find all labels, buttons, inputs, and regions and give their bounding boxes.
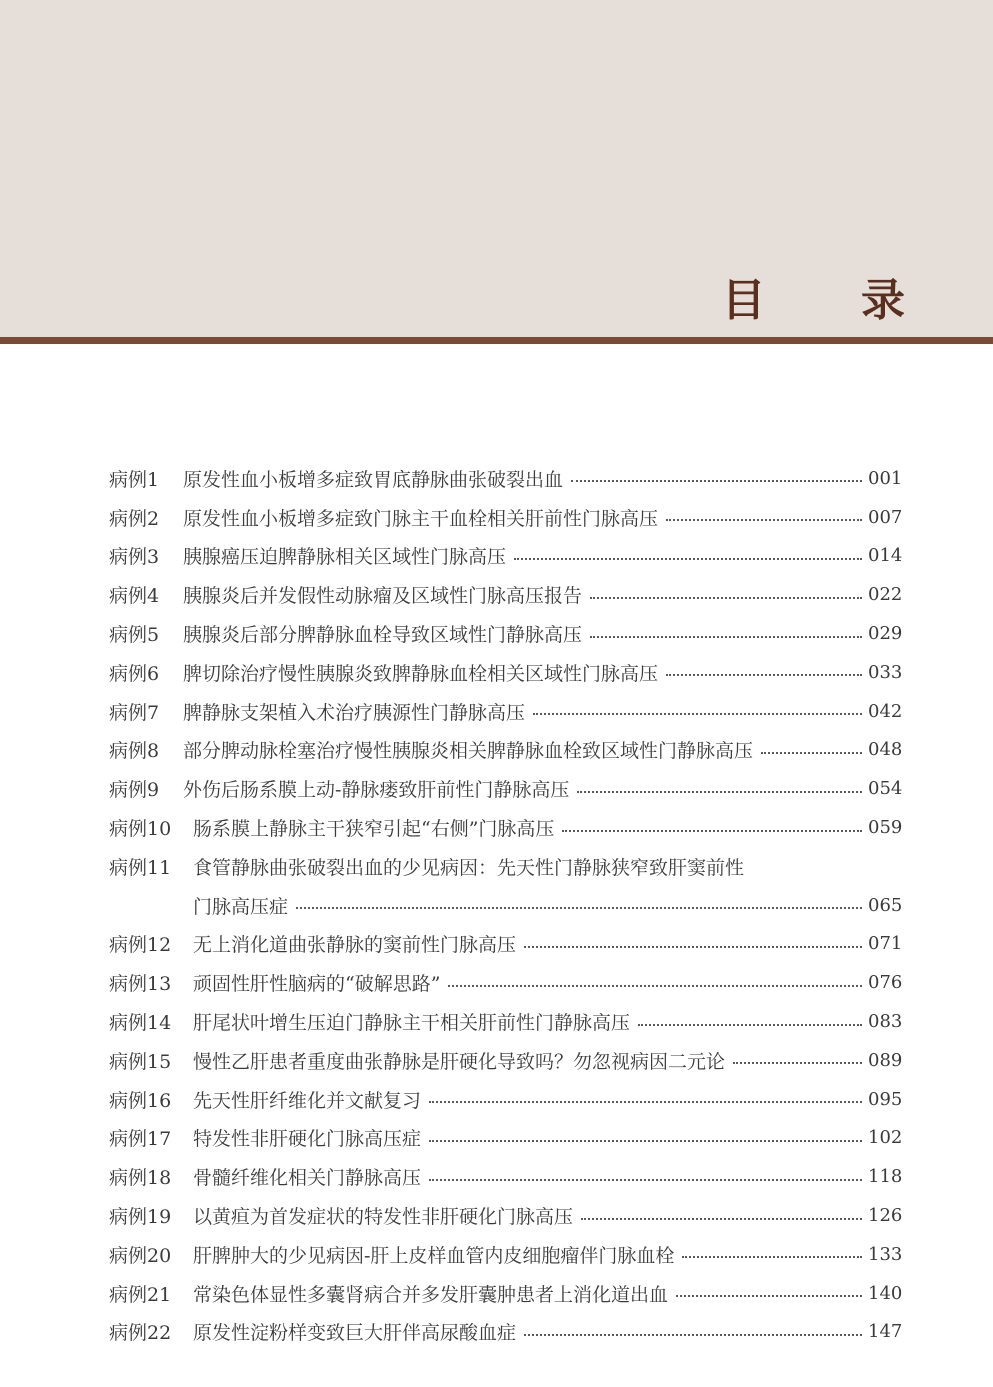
toc-entry-label: 病例15 bbox=[109, 1050, 172, 1073]
toc-entry-label: 病例10 bbox=[109, 818, 172, 841]
toc-entry-label: 病例4 bbox=[109, 585, 160, 608]
toc-entry-page: 083 bbox=[868, 1011, 903, 1033]
toc-entry[interactable] bbox=[109, 963, 901, 1002]
toc-entry[interactable] bbox=[109, 731, 901, 770]
toc-entry[interactable] bbox=[109, 1119, 901, 1158]
dot-leader bbox=[682, 1256, 862, 1258]
toc-entry[interactable] bbox=[109, 537, 901, 576]
dot-leader bbox=[581, 1218, 862, 1220]
toc-entry-title: 骨髓纤维化相关门静脉高压 bbox=[193, 1167, 422, 1190]
toc-entry-title: 无上消化道曲张静脉的窦前性门脉高压 bbox=[193, 934, 517, 957]
toc-entry-title: 慢性乙肝患者重度曲张静脉是肝硬化导致吗？勿忽视病因二元论 bbox=[193, 1050, 726, 1073]
dot-leader bbox=[514, 558, 862, 560]
dot-leader bbox=[429, 1140, 862, 1142]
toc-entry[interactable] bbox=[109, 1274, 901, 1313]
toc-entry-page: 102 bbox=[868, 1127, 903, 1149]
toc-entry-page: 022 bbox=[868, 584, 903, 606]
toc-entry-page: 126 bbox=[868, 1205, 903, 1227]
toc-entry-page: 042 bbox=[868, 700, 903, 722]
toc-entry-title: 食管静脉曲张破裂出血的少见病因：先天性门静脉狭窄致肝窦前性 bbox=[193, 856, 745, 879]
toc-entry-title: 部分脾动脉栓塞治疗慢性胰腺炎相关脾静脉血栓致区域性门静脉高压 bbox=[183, 740, 754, 763]
toc-entry-label: 病例6 bbox=[109, 662, 160, 685]
toc-entry[interactable] bbox=[109, 925, 901, 964]
dot-leader bbox=[429, 1101, 862, 1103]
toc-entry-label: 病例11 bbox=[109, 856, 172, 879]
toc-entry[interactable] bbox=[109, 653, 901, 692]
dot-leader bbox=[590, 636, 862, 638]
toc-entry-page: 147 bbox=[868, 1321, 903, 1343]
toc-entry-page: 089 bbox=[868, 1049, 903, 1071]
toc-entry[interactable] bbox=[109, 1313, 901, 1352]
dot-leader bbox=[524, 946, 862, 948]
toc-entry-label: 病例21 bbox=[109, 1283, 172, 1306]
toc-entry[interactable] bbox=[109, 692, 901, 731]
table-of-contents bbox=[109, 459, 901, 1351]
toc-entry-label: 病例19 bbox=[109, 1206, 172, 1229]
dot-leader bbox=[676, 1295, 862, 1297]
toc-entry-page: 029 bbox=[868, 623, 903, 645]
dot-leader bbox=[524, 1334, 862, 1336]
dot-leader bbox=[533, 713, 862, 715]
dot-leader bbox=[296, 907, 862, 909]
toc-entry-page: 118 bbox=[868, 1166, 903, 1188]
toc-entry-label: 病例17 bbox=[109, 1128, 172, 1151]
dot-leader bbox=[429, 1179, 862, 1181]
toc-entry-title: 特发性非肝硬化门脉高压症 bbox=[193, 1128, 422, 1151]
toc-entry-label: 病例13 bbox=[109, 973, 172, 996]
dot-leader bbox=[733, 1062, 862, 1064]
toc-entry-page: 059 bbox=[868, 817, 903, 839]
toc-entry[interactable] bbox=[109, 498, 901, 537]
toc-entry-page: 071 bbox=[868, 933, 903, 955]
toc-entry-title: 胰腺癌压迫脾静脉相关区域性门脉高压 bbox=[183, 546, 507, 569]
toc-entry-continuation[interactable] bbox=[109, 886, 901, 925]
toc-entry-title: 以黄疸为首发症状的特发性非肝硬化门脉高压 bbox=[193, 1206, 574, 1229]
toc-entry-page: 095 bbox=[868, 1088, 903, 1110]
toc-entry-title: 原发性血小板增多症致胃底静脉曲张破裂出血 bbox=[183, 468, 564, 491]
dot-leader bbox=[666, 674, 862, 676]
toc-entry-title: 顽固性肝性脑病的“破解思路” bbox=[193, 973, 441, 996]
dot-leader bbox=[761, 752, 862, 754]
page-title: 目 录 bbox=[721, 275, 945, 326]
toc-entry[interactable] bbox=[109, 575, 901, 614]
dot-leader bbox=[590, 597, 862, 599]
toc-entry-page: 065 bbox=[868, 894, 903, 916]
toc-entry[interactable] bbox=[109, 459, 901, 498]
toc-entry[interactable] bbox=[109, 1235, 901, 1274]
toc-entry-title-cont: 门脉高压症 bbox=[193, 895, 289, 918]
toc-entry-title: 原发性血小板增多症致门脉主干血栓相关肝前性门脉高压 bbox=[183, 507, 659, 530]
dot-leader bbox=[448, 985, 862, 987]
toc-entry[interactable] bbox=[109, 614, 901, 653]
dot-leader bbox=[638, 1024, 862, 1026]
toc-entry-label: 病例7 bbox=[109, 701, 160, 724]
toc-entry-page: 133 bbox=[868, 1243, 903, 1265]
toc-entry-label: 病例18 bbox=[109, 1167, 172, 1190]
toc-entry[interactable] bbox=[109, 1002, 901, 1041]
toc-entry-title: 脾切除治疗慢性胰腺炎致脾静脉血栓相关区域性门脉高压 bbox=[183, 662, 659, 685]
toc-entry[interactable] bbox=[109, 808, 901, 847]
toc-entry-title: 脾静脉支架植入术治疗胰源性门静脉高压 bbox=[183, 701, 526, 724]
toc-entry-title: 肝脾肿大的少见病因-肝上皮样血管内皮细胞瘤伴门脉血栓 bbox=[193, 1244, 675, 1267]
toc-entry-label: 病例3 bbox=[109, 546, 160, 569]
toc-entry-page: 054 bbox=[868, 778, 903, 800]
dot-leader bbox=[562, 830, 862, 832]
toc-entry-page: 140 bbox=[868, 1282, 903, 1304]
toc-entry-title: 肠系膜上静脉主干狭窄引起“右侧”门脉高压 bbox=[193, 818, 555, 841]
toc-entry-title: 先天性肝纤维化并文献复习 bbox=[193, 1089, 422, 1112]
toc-entry-label: 病例16 bbox=[109, 1089, 172, 1112]
dot-leader bbox=[666, 519, 862, 521]
toc-entry-page: 076 bbox=[868, 972, 903, 994]
toc-entry-label: 病例22 bbox=[109, 1322, 172, 1345]
toc-entry-page: 048 bbox=[868, 739, 903, 761]
toc-entry-title: 常染色体显性多囊肾病合并多发肝囊肿患者上消化道出血 bbox=[193, 1283, 669, 1306]
dot-leader bbox=[571, 480, 862, 482]
toc-entry[interactable] bbox=[109, 1157, 901, 1196]
toc-entry-label: 病例5 bbox=[109, 624, 160, 647]
toc-entry-label: 病例20 bbox=[109, 1244, 172, 1267]
toc-entry-label: 病例1 bbox=[109, 468, 160, 491]
header-divider bbox=[0, 337, 993, 344]
toc-entry-label: 病例8 bbox=[109, 740, 160, 763]
toc-entry[interactable] bbox=[109, 1041, 901, 1080]
toc-entry-label: 病例12 bbox=[109, 934, 172, 957]
toc-entry-page: 001 bbox=[868, 467, 903, 489]
toc-entry[interactable] bbox=[109, 1196, 901, 1235]
toc-entry-page: 033 bbox=[868, 661, 903, 683]
toc-entry-page: 014 bbox=[868, 545, 903, 567]
toc-entry-title: 胰腺炎后部分脾静脉血栓导致区域性门静脉高压 bbox=[183, 624, 583, 647]
toc-entry[interactable] bbox=[109, 769, 901, 808]
toc-entry-title: 外伤后肠系膜上动-静脉瘘致肝前性门静脉高压 bbox=[183, 779, 570, 802]
dot-leader bbox=[577, 791, 862, 793]
toc-entry-title: 原发性淀粉样变致巨大肝伴高尿酸血症 bbox=[193, 1322, 517, 1345]
toc-entry-label: 病例14 bbox=[109, 1012, 172, 1035]
toc-entry-label: 病例2 bbox=[109, 507, 160, 530]
toc-entry-multiline[interactable] bbox=[109, 847, 901, 886]
toc-entry[interactable] bbox=[109, 1080, 901, 1119]
toc-entry-title: 肝尾状叶增生压迫门静脉主干相关肝前性门静脉高压 bbox=[193, 1012, 631, 1035]
toc-entry-title: 胰腺炎后并发假性动脉瘤及区域性门脉高压报告 bbox=[183, 585, 583, 608]
toc-entry-page: 007 bbox=[868, 506, 903, 528]
toc-entry-label: 病例9 bbox=[109, 779, 160, 802]
